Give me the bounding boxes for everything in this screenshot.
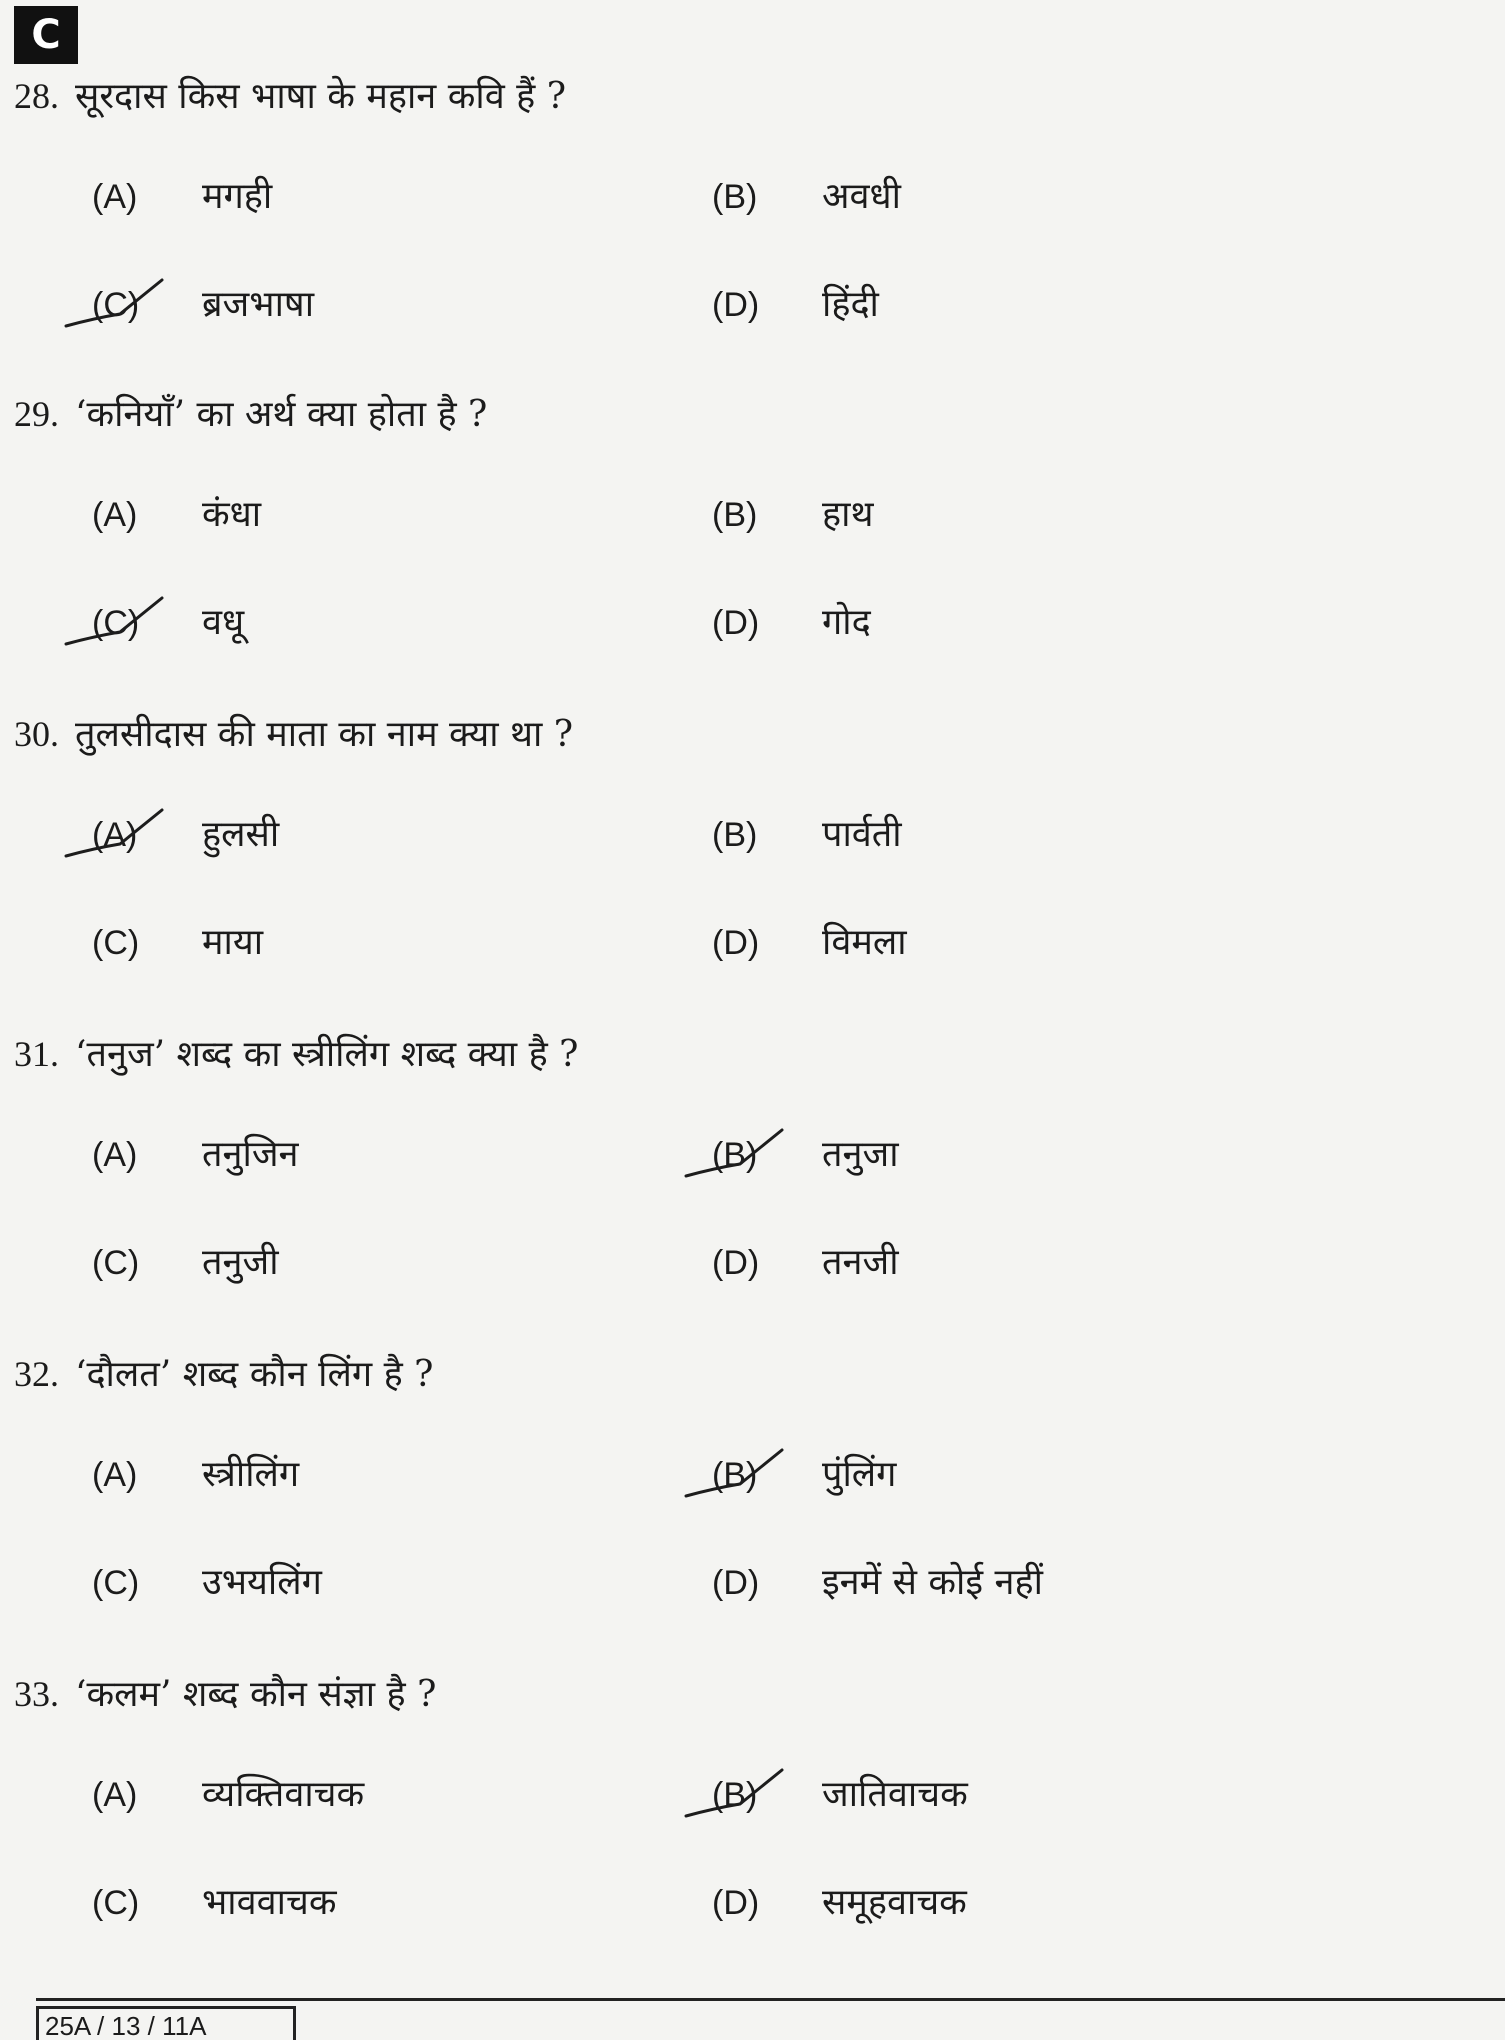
option-text: कंधा	[202, 494, 262, 535]
option-letter	[712, 1244, 822, 1283]
option-letter-text: (A)	[92, 496, 138, 534]
option-b[interactable]	[712, 170, 901, 219]
option-text: विमला	[822, 922, 907, 963]
question-number: 30.	[14, 714, 59, 754]
option-text: माया	[202, 922, 264, 963]
option-c[interactable]	[92, 278, 314, 327]
question-number: 33.	[14, 1674, 59, 1714]
option-letter-text: (C)	[92, 1244, 140, 1282]
option-d[interactable]	[712, 1556, 1043, 1605]
option-letter-text: (A)	[92, 1776, 138, 1814]
option-letter	[712, 286, 822, 325]
option-c[interactable]	[92, 1876, 337, 1925]
question-text: ‘कलम’ शब्द कौन संज्ञा है ?	[75, 1674, 437, 1715]
question-stem	[14, 388, 487, 437]
option-letter	[92, 1244, 202, 1283]
question-stem	[14, 708, 573, 757]
option-b[interactable]	[712, 1768, 968, 1817]
question-6	[0, 1668, 1505, 1988]
option-letter	[92, 604, 202, 643]
option-letter-text: (B)	[712, 496, 758, 534]
option-letter-text: (C)	[92, 286, 140, 324]
option-text: उभयलिंग	[202, 1562, 322, 1603]
question-1	[0, 70, 1505, 390]
option-letter	[712, 1776, 822, 1815]
option-letter	[92, 1456, 202, 1495]
option-letter	[712, 816, 822, 855]
option-letter	[712, 496, 822, 535]
option-letter-text: (A)	[92, 1136, 138, 1174]
option-letter	[712, 1456, 822, 1495]
option-text: व्यक्तिवाचक	[202, 1774, 365, 1815]
option-letter-text: (B)	[712, 178, 758, 216]
option-d[interactable]	[712, 1236, 899, 1285]
option-letter	[92, 1136, 202, 1175]
option-letter	[92, 286, 202, 325]
question-text: तुलसीदास की माता का नाम क्या था ?	[75, 714, 574, 755]
option-text: पुंलिंग	[822, 1454, 897, 1495]
set-badge: C	[14, 6, 78, 64]
option-c[interactable]	[92, 1556, 322, 1605]
option-a[interactable]	[92, 808, 279, 857]
question-stem	[14, 1668, 436, 1717]
question-4	[0, 1028, 1505, 1348]
option-text: गोद	[822, 602, 871, 643]
option-d[interactable]	[712, 916, 907, 965]
option-letter	[712, 1136, 822, 1175]
question-number: 31.	[14, 1034, 59, 1074]
option-c[interactable]	[92, 596, 244, 645]
question-number: 29.	[14, 394, 59, 434]
question-stem	[14, 1348, 433, 1397]
option-letter-text: (C)	[92, 1884, 140, 1922]
option-letter-text: (B)	[712, 1456, 758, 1494]
option-text: इनमें से कोई नहीं	[822, 1562, 1043, 1603]
question-5	[0, 1348, 1505, 1668]
option-d[interactable]	[712, 278, 879, 327]
option-text: मगही	[202, 176, 273, 217]
option-letter-text: (A)	[92, 1456, 138, 1494]
option-text: वधू	[202, 602, 245, 643]
option-letter	[92, 924, 202, 963]
question-stem	[14, 1028, 578, 1077]
option-letter-text: (B)	[712, 1136, 758, 1174]
option-text: हिंदी	[822, 284, 879, 325]
option-a[interactable]	[92, 1448, 299, 1497]
question-text: ‘कनियाँ’ का अर्थ क्या होता है ?	[75, 394, 488, 435]
option-letter	[92, 496, 202, 535]
option-letter	[92, 816, 202, 855]
question-text: ‘दौलत’ शब्द कौन लिंग है ?	[75, 1354, 434, 1395]
option-letter-text: (C)	[92, 1564, 140, 1602]
question-2	[0, 388, 1505, 708]
option-d[interactable]	[712, 596, 871, 645]
option-text: तनुजिन	[202, 1134, 299, 1175]
option-text: हुलसी	[202, 814, 280, 855]
option-b[interactable]	[712, 1128, 899, 1177]
option-letter	[712, 1884, 822, 1923]
option-letter-text: (D)	[712, 1244, 760, 1282]
option-letter-text: (D)	[712, 924, 760, 962]
option-letter-text: (D)	[712, 1564, 760, 1602]
option-letter	[712, 178, 822, 217]
footer-code: 25A / 13 / 11A	[36, 2006, 296, 2040]
option-letter-text: (C)	[92, 924, 140, 962]
option-letter-text: (B)	[712, 1776, 758, 1814]
option-letter	[92, 1884, 202, 1923]
option-c[interactable]	[92, 916, 263, 965]
option-text: पार्वती	[822, 814, 902, 855]
question-3	[0, 708, 1505, 1028]
option-text: तनुजी	[202, 1242, 279, 1283]
option-a[interactable]	[92, 488, 261, 537]
option-letter-text: (A)	[92, 178, 138, 216]
option-letter-text: (A)	[92, 816, 138, 854]
option-b[interactable]	[712, 488, 873, 537]
question-text: सूरदास किस भाषा के महान कवि हैं ?	[75, 76, 567, 117]
option-text: भाववाचक	[202, 1882, 337, 1923]
footer-rule	[36, 1998, 1505, 2001]
option-letter-text: (D)	[712, 604, 760, 642]
option-text: तनुजा	[822, 1134, 899, 1175]
question-text: ‘तनुज’ शब्द का स्त्रीलिंग शब्द क्या है ?	[75, 1034, 579, 1075]
question-stem	[14, 70, 566, 119]
option-letter-text: (D)	[712, 1884, 760, 1922]
option-text: हाथ	[822, 494, 874, 535]
option-text: समूहवाचक	[822, 1882, 967, 1923]
option-text: अवधी	[822, 176, 901, 217]
option-b[interactable]	[712, 1448, 896, 1497]
option-a[interactable]	[92, 1768, 364, 1817]
option-text: जातिवाचक	[822, 1774, 968, 1815]
option-letter	[712, 604, 822, 643]
option-a[interactable]	[92, 170, 272, 219]
option-b[interactable]	[712, 808, 902, 857]
option-c[interactable]	[92, 1236, 279, 1285]
option-a[interactable]	[92, 1128, 299, 1177]
option-letter-text: (C)	[92, 604, 140, 642]
option-text: ब्रजभाषा	[202, 284, 315, 325]
option-letter	[712, 924, 822, 963]
option-d[interactable]	[712, 1876, 967, 1925]
option-letter	[92, 1564, 202, 1603]
option-text: स्त्रीलिंग	[202, 1454, 300, 1495]
option-text: तनजी	[822, 1242, 899, 1283]
option-letter-text: (D)	[712, 286, 760, 324]
option-letter	[92, 178, 202, 217]
option-letter	[92, 1776, 202, 1815]
option-letter-text: (B)	[712, 816, 758, 854]
question-number: 32.	[14, 1354, 59, 1394]
question-number: 28.	[14, 76, 59, 116]
option-letter	[712, 1564, 822, 1603]
